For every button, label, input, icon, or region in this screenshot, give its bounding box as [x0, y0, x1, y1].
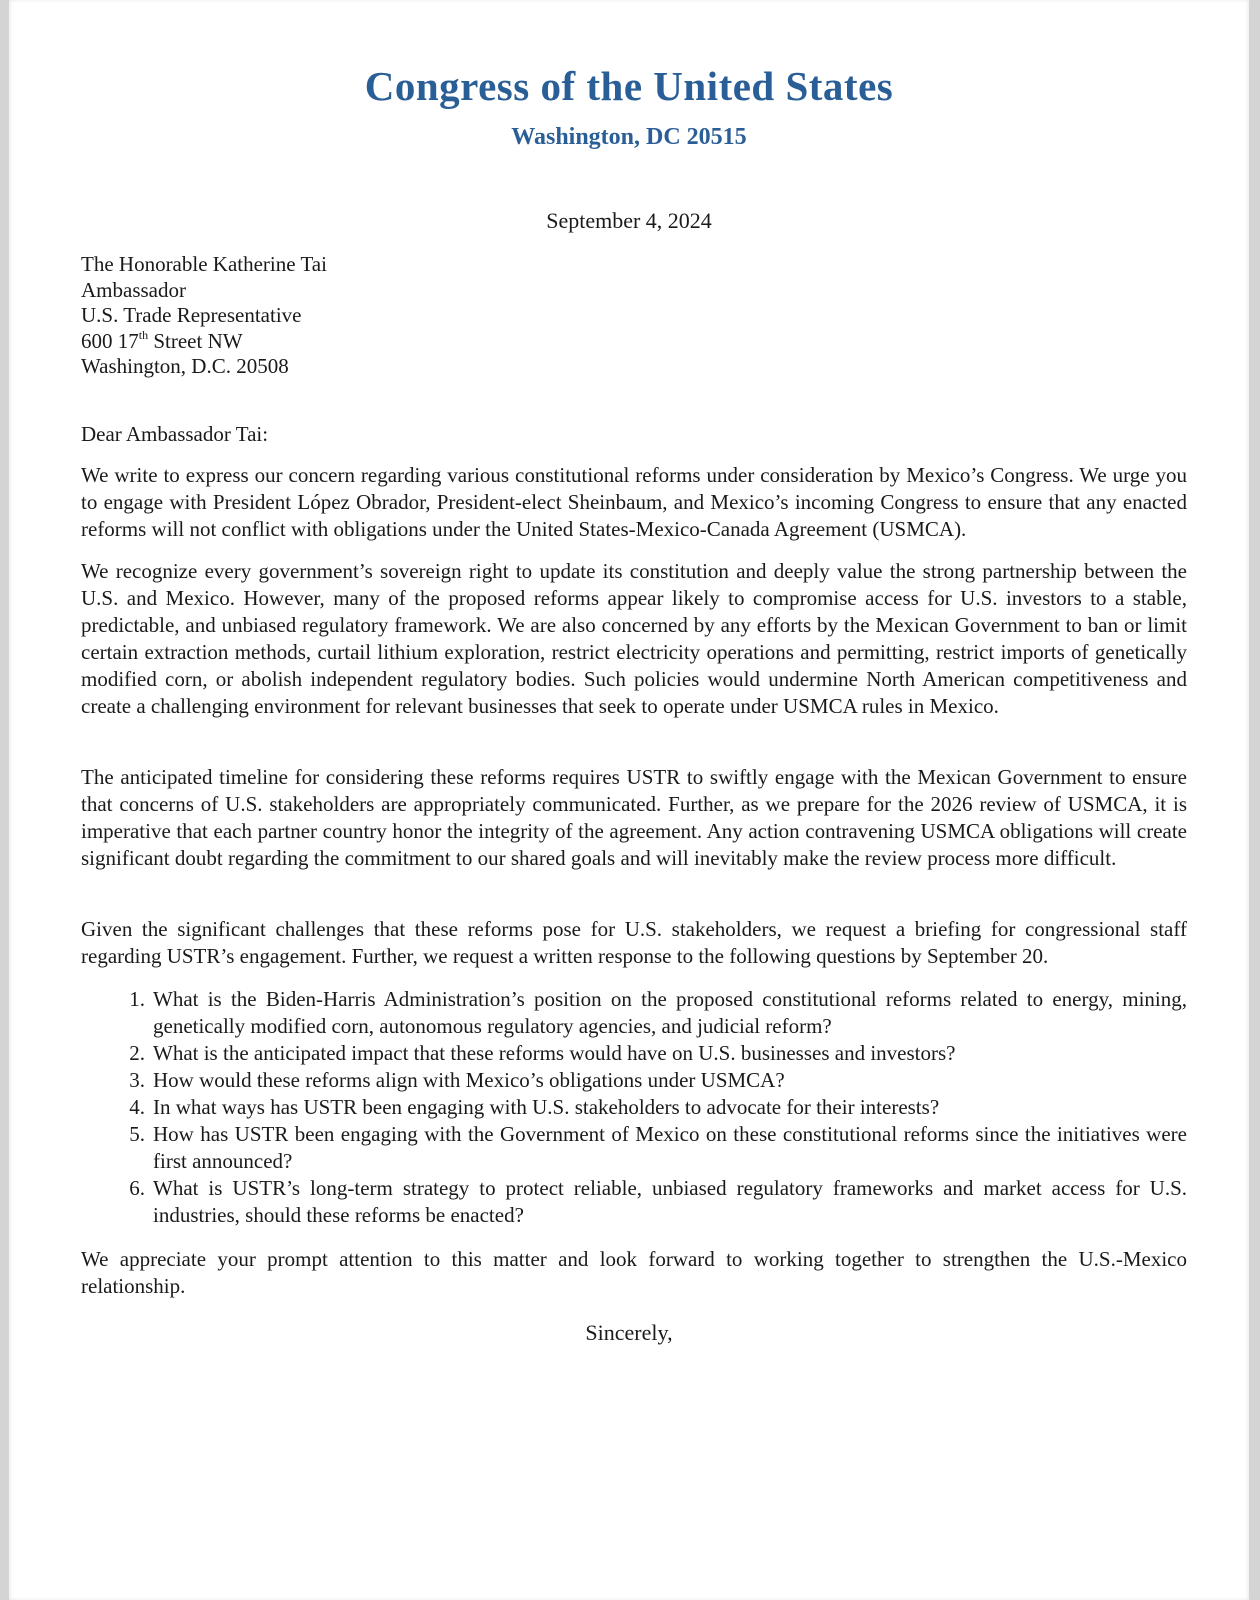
question-text: What is USTR’s long-term strategy to protect reliable, unbiased regulatory frameworks and market access for U.S. industries, should these reforms be enacted?: [153, 1176, 1187, 1227]
letterhead-title: Congress of the United States: [364, 63, 894, 109]
question-item: [81, 1067, 1187, 1094]
question-item: [81, 1094, 1187, 1121]
question-text: What is the Biden-Harris Administration’s position on the proposed constitutional reforms related to energy, mining, genetically modified corn, autonomous regulatory agencies, and judicial reform?: [153, 987, 1187, 1038]
body-paragraph: We write to express our concern regarding various constitutional reforms under consideration by Mexico’s Congress. We urge you to engage with President López Obrador, President-elect Sheinbaum, and Mexico’s incoming Congress to ensure that any enacted reforms will not conflict with obligations under the United States-Mexico-Canada Agreement (USMCA).: [81, 463, 1187, 541]
question-number: 3.: [129, 1068, 145, 1092]
question-text: How would these reforms align with Mexico’s obligations under USMCA?: [153, 1068, 785, 1092]
street-number: 600 17: [81, 328, 139, 353]
recipient-office: U.S. Trade Representative: [81, 303, 302, 327]
question-number: 2.: [129, 1041, 145, 1065]
street-name: Street NW: [148, 328, 243, 353]
question-item: [81, 1040, 1187, 1067]
street-ordinal: th: [138, 327, 149, 342]
question-number: 5.: [129, 1122, 145, 1146]
question-number: 6.: [129, 1176, 145, 1200]
recipient-street: [81, 329, 327, 355]
questions-list: [81, 986, 1187, 1229]
question-text: What is the anticipated impact that these reforms would have on U.S. businesses and investors?: [153, 1041, 956, 1065]
recipient-city: Washington, D.C. 20508: [81, 354, 289, 378]
body-paragraph: Given the significant challenges that these reforms pose for U.S. stakeholders, we request a briefing for congressional staff regarding USTR’s engagement. Further, we request a written response to the following questions by September 20.: [81, 917, 1187, 968]
salutation: Dear Ambassador Tai:: [81, 422, 269, 446]
question-item: [81, 986, 1187, 1040]
recipient-address: [81, 252, 327, 380]
question-text: How has USTR been engaging with the Government of Mexico on these constitutional reforms since the initiatives were first announced?: [153, 1122, 1187, 1173]
closing-paragraph: We appreciate your prompt attention to this matter and look forward to working together to strengthen the U.S.-Mexico relationship.: [81, 1247, 1187, 1298]
letter-date: September 4, 2024: [546, 208, 712, 233]
body-paragraph: The anticipated timeline for considering these reforms requires USTR to swiftly engage with the Mexican Government to ensure that concerns of U.S. stakeholders are appropriately communicated. Further, as we prepare for the 2026 review of USMCA, it is imperative that each partner country honor the integrity of the agreement. Any action contravening USMCA obligations will create significant doubt regarding the commitment to our shared goals and will inevitably make the review process more difficult.: [81, 765, 1187, 870]
recipient-name: The Honorable Katherine Tai: [81, 252, 327, 276]
recipient-title: Ambassador: [81, 277, 186, 302]
body-paragraph: We recognize every government’s sovereign right to update its constitution and deeply value the strong partnership between the U.S. and Mexico. However, many of the proposed reforms appear likely to compromise access for U.S. investors to a stable, predictable, and unbiased regulatory framework. We are also concerned by any efforts by the Mexican Government to ban or limit certain extraction methods, curtail lithium exploration, restrict electricity operations and permitting, restrict imports of genetically modified corn, or abolish independent regulatory bodies. Such policies would undermine North American competitiveness and create a challenging environment for relevant businesses that seek to operate under USMCA rules in Mexico.: [81, 559, 1187, 718]
question-text: In what ways has USTR been engaging with U.S. stakeholders to advocate for their interests?: [153, 1095, 940, 1119]
letterhead-subtitle: Washington, DC 20515: [511, 124, 747, 150]
closing-valediction: Sincerely,: [585, 1320, 673, 1345]
question-item: [81, 1121, 1187, 1175]
question-number: 1.: [129, 987, 145, 1011]
question-number: 4.: [129, 1095, 145, 1119]
letter-page: [9, 0, 1249, 1600]
question-item: [81, 1175, 1187, 1229]
